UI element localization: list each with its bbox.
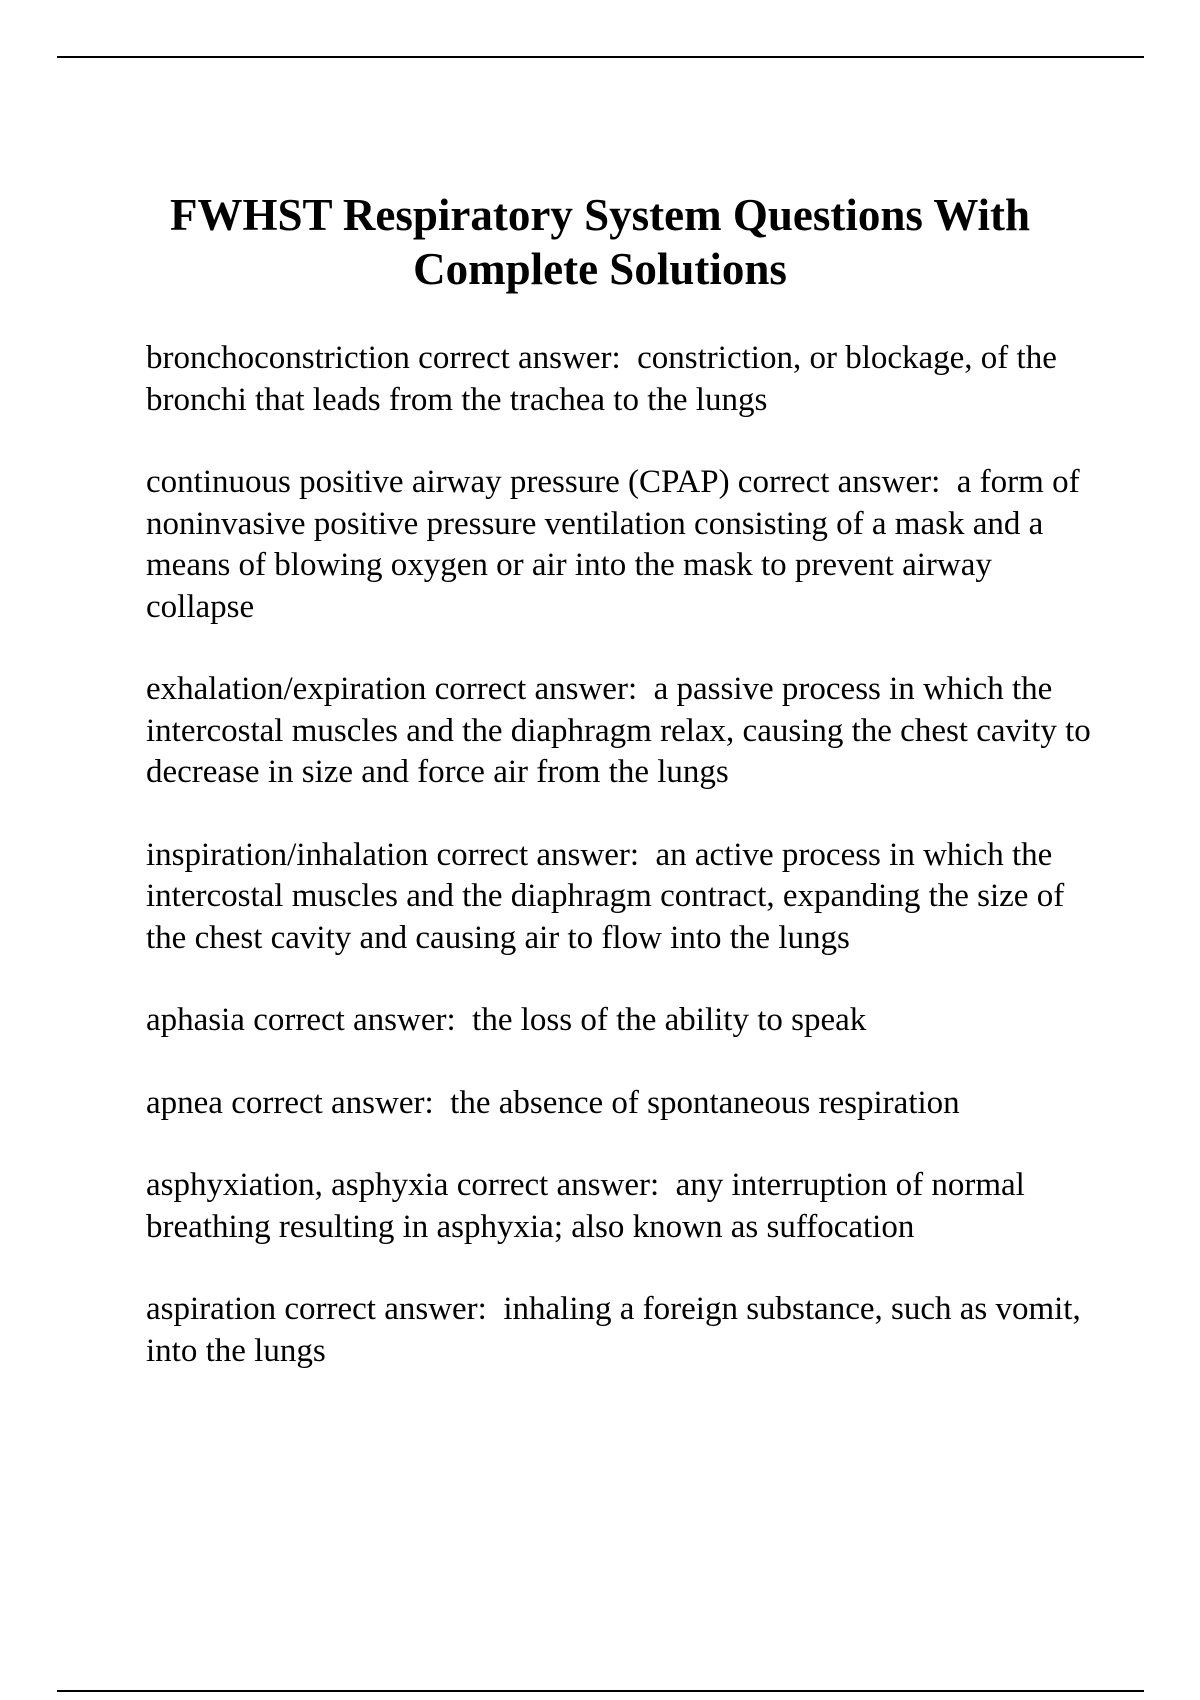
entry-asphyxiation: asphyxiation, asphyxia correct answer: any interruption of normal breathing resulting in asphyxia; also known as suffocation bbox=[146, 1167, 1034, 1245]
entry-apnea: apnea correct answer: the absence of spontaneous respiration bbox=[146, 1084, 960, 1121]
entry-aspiration: aspiration correct answer: inhaling a foreign substance, such as vomit, into the lungs bbox=[146, 1291, 1089, 1369]
header-rule bbox=[57, 56, 1144, 58]
entry-inspiration: inspiration/inhalation correct answer: an active process in which the intercostal muscles and the diaphragm contract, expanding the size of the chest cavity and causing air to flow into the lungs bbox=[146, 836, 1073, 956]
entry-cpap: continuous positive airway pressure (CPAP) correct answer: a form of noninvasive positive pressure ventilation consisting of a mask and a means of blowing oxygen or air into the mask to prevent airway collapse bbox=[146, 464, 1088, 625]
entry-aphasia: aphasia correct answer: the loss of the ability to speak bbox=[146, 1002, 867, 1038]
entry-list bbox=[146, 338, 1101, 1413]
entry-bronchoconstriction: bronchoconstriction correct answer: constriction, or blockage, of the bronchi that leads from the trachea to the lungs bbox=[146, 340, 1066, 418]
document-title: FWHST Respiratory System Questions With Complete Solutions bbox=[169, 190, 1031, 294]
entry-exhalation: exhalation/expiration correct answer: a passive process in which the intercostal muscles and the diaphragm relax, causing the chest cavity to decrease in size and force air from the lungs bbox=[146, 671, 1100, 790]
footer-rule bbox=[57, 1690, 1144, 1692]
